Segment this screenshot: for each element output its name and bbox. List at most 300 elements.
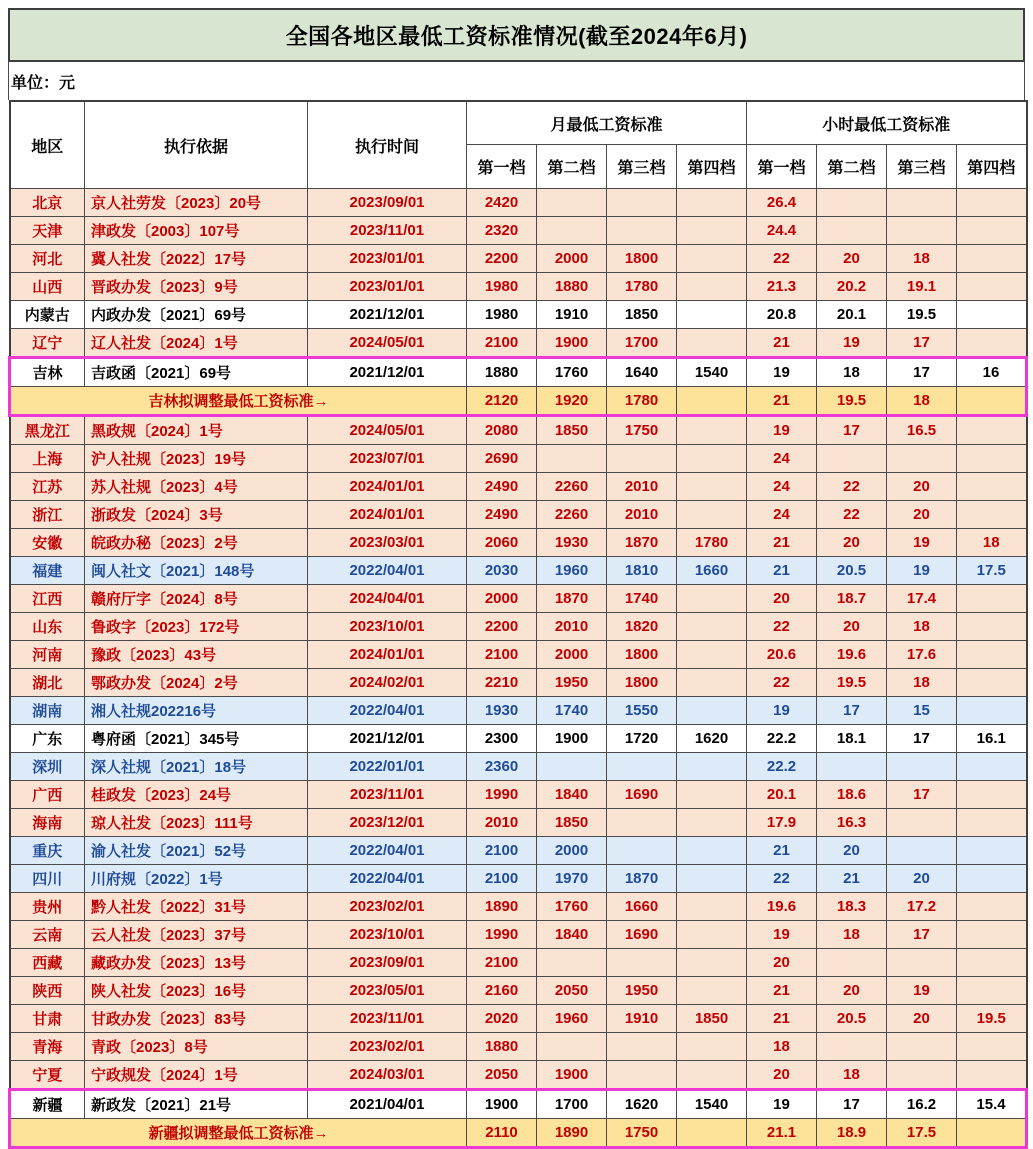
hourly-tier-1-value: 22.2 bbox=[747, 753, 817, 781]
basis-doc: 青政〔2023〕8号 bbox=[85, 1033, 308, 1061]
hourly-tier-3-value: 19.5 bbox=[887, 301, 957, 329]
monthly-tier-1-value: 1990 bbox=[467, 781, 537, 809]
monthly-tier-1-value: 2420 bbox=[467, 189, 537, 217]
region-row bbox=[10, 1033, 1027, 1061]
region-row bbox=[10, 949, 1027, 977]
hourly-tier-1-value: 21 bbox=[747, 529, 817, 557]
monthly-tier-3-value bbox=[607, 753, 677, 781]
hourly-tier-3-value: 18 bbox=[887, 613, 957, 641]
region-row bbox=[10, 1005, 1027, 1033]
hourly-tier-2-value: 18.6 bbox=[817, 781, 887, 809]
region-row bbox=[10, 1061, 1027, 1090]
basis-doc: 吉政函〔2021〕69号 bbox=[85, 358, 308, 387]
hourly-tier-4-value: 16.1 bbox=[957, 725, 1027, 753]
monthly-tier-2-value: 1840 bbox=[537, 921, 607, 949]
basis-doc: 云人社发〔2023〕37号 bbox=[85, 921, 308, 949]
hourly-tier-3-value bbox=[887, 445, 957, 473]
monthly-tier-3-value: 1750 bbox=[607, 416, 677, 445]
monthly-tier-4-value bbox=[677, 245, 747, 273]
basis-doc: 津政发〔2003〕107号 bbox=[85, 217, 308, 245]
monthly-tier-2-value bbox=[537, 445, 607, 473]
region-name: 江西 bbox=[10, 585, 85, 613]
hourly-tier-1-value: 21.3 bbox=[747, 273, 817, 301]
basis-doc: 鲁政字〔2023〕172号 bbox=[85, 613, 308, 641]
effective-date: 2024/01/01 bbox=[308, 473, 467, 501]
monthly-tier-2-value: 1960 bbox=[537, 1005, 607, 1033]
unit-label: 单位：元 bbox=[8, 62, 1025, 100]
effective-date: 2024/01/01 bbox=[308, 641, 467, 669]
hourly-tier-1-value: 17.9 bbox=[747, 809, 817, 837]
monthly-tier-3-value: 1870 bbox=[607, 529, 677, 557]
hourly-tier-2-value: 18 bbox=[817, 1061, 887, 1090]
hourly-tier-1-value: 21.1 bbox=[747, 1119, 817, 1148]
header-monthly-tier-2: 第二档 bbox=[537, 145, 607, 189]
hourly-tier-2-value: 19.5 bbox=[817, 669, 887, 697]
monthly-tier-3-value: 1800 bbox=[607, 669, 677, 697]
monthly-tier-4-value bbox=[677, 753, 747, 781]
effective-date: 2023/01/01 bbox=[308, 245, 467, 273]
region-name: 安徽 bbox=[10, 529, 85, 557]
monthly-tier-1-value: 1980 bbox=[467, 273, 537, 301]
hourly-tier-4-value bbox=[957, 921, 1027, 949]
hourly-tier-2-value: 19.5 bbox=[817, 387, 887, 416]
hourly-tier-4-value bbox=[957, 301, 1027, 329]
monthly-tier-1-value: 2120 bbox=[467, 387, 537, 416]
hourly-tier-4-value bbox=[957, 273, 1027, 301]
header-monthly-group: 月最低工资标准 bbox=[467, 101, 747, 145]
hourly-tier-4-value bbox=[957, 809, 1027, 837]
region-row bbox=[10, 1090, 1027, 1119]
monthly-tier-4-value bbox=[677, 329, 747, 358]
monthly-tier-3-value: 1800 bbox=[607, 641, 677, 669]
hourly-tier-2-value: 20 bbox=[817, 837, 887, 865]
monthly-tier-2-value bbox=[537, 1033, 607, 1061]
hourly-tier-2-value bbox=[817, 1033, 887, 1061]
monthly-tier-3-value bbox=[607, 1033, 677, 1061]
region-row bbox=[10, 921, 1027, 949]
hourly-tier-4-value: 18 bbox=[957, 529, 1027, 557]
hourly-tier-4-value bbox=[957, 949, 1027, 977]
region-name: 天津 bbox=[10, 217, 85, 245]
basis-doc: 川府规〔2022〕1号 bbox=[85, 865, 308, 893]
hourly-tier-3-value: 18 bbox=[887, 669, 957, 697]
effective-date: 2023/05/01 bbox=[308, 977, 467, 1005]
monthly-tier-2-value: 1960 bbox=[537, 557, 607, 585]
monthly-tier-4-value bbox=[677, 1033, 747, 1061]
monthly-tier-2-value: 1840 bbox=[537, 781, 607, 809]
hourly-tier-4-value bbox=[957, 217, 1027, 245]
hourly-tier-4-value bbox=[957, 445, 1027, 473]
region-name: 河北 bbox=[10, 245, 85, 273]
monthly-tier-3-value: 1640 bbox=[607, 358, 677, 387]
monthly-tier-4-value bbox=[677, 273, 747, 301]
monthly-tier-2-value: 2010 bbox=[537, 613, 607, 641]
hourly-tier-3-value: 20 bbox=[887, 501, 957, 529]
monthly-tier-2-value: 2260 bbox=[537, 473, 607, 501]
hourly-tier-3-value bbox=[887, 753, 957, 781]
hourly-tier-4-value bbox=[957, 781, 1027, 809]
monthly-tier-4-value bbox=[677, 697, 747, 725]
region-name: 河南 bbox=[10, 641, 85, 669]
hourly-tier-2-value bbox=[817, 445, 887, 473]
adjust-row bbox=[10, 1119, 1027, 1148]
region-row bbox=[10, 529, 1027, 557]
hourly-tier-1-value: 26.4 bbox=[747, 189, 817, 217]
hourly-tier-3-value: 17.4 bbox=[887, 585, 957, 613]
hourly-tier-2-value: 20.5 bbox=[817, 557, 887, 585]
hourly-tier-3-value bbox=[887, 217, 957, 245]
monthly-tier-2-value bbox=[537, 753, 607, 781]
hourly-tier-2-value: 17 bbox=[817, 1090, 887, 1119]
monthly-tier-3-value bbox=[607, 1061, 677, 1090]
monthly-tier-1-value: 1890 bbox=[467, 893, 537, 921]
region-row bbox=[10, 781, 1027, 809]
monthly-tier-3-value: 1850 bbox=[607, 301, 677, 329]
hourly-tier-4-value bbox=[957, 473, 1027, 501]
hourly-tier-2-value bbox=[817, 217, 887, 245]
hourly-tier-3-value: 18 bbox=[887, 245, 957, 273]
monthly-tier-1-value: 2020 bbox=[467, 1005, 537, 1033]
hourly-tier-1-value: 21 bbox=[747, 557, 817, 585]
monthly-tier-2-value: 2000 bbox=[537, 641, 607, 669]
monthly-tier-4-value bbox=[677, 416, 747, 445]
monthly-tier-2-value: 1890 bbox=[537, 1119, 607, 1148]
header-hourly-group: 小时最低工资标准 bbox=[747, 101, 1027, 145]
region-name: 北京 bbox=[10, 189, 85, 217]
hourly-tier-4-value: 15.4 bbox=[957, 1090, 1027, 1119]
header-monthly-tier-3: 第三档 bbox=[607, 145, 677, 189]
monthly-tier-1-value: 2690 bbox=[467, 445, 537, 473]
region-name: 湖南 bbox=[10, 697, 85, 725]
monthly-tier-3-value: 1750 bbox=[607, 1119, 677, 1148]
minimum-wage-table bbox=[8, 100, 1028, 1149]
hourly-tier-3-value: 20 bbox=[887, 473, 957, 501]
basis-doc: 京人社劳发〔2023〕20号 bbox=[85, 189, 308, 217]
hourly-tier-3-value: 17 bbox=[887, 781, 957, 809]
hourly-tier-2-value bbox=[817, 189, 887, 217]
monthly-tier-2-value: 1900 bbox=[537, 1061, 607, 1090]
page-title: 全国各地区最低工资标准情况(截至2024年6月) bbox=[8, 8, 1025, 62]
basis-doc: 黑政规〔2024〕1号 bbox=[85, 416, 308, 445]
monthly-tier-2-value: 1700 bbox=[537, 1090, 607, 1119]
region-name: 四川 bbox=[10, 865, 85, 893]
effective-date: 2024/05/01 bbox=[308, 329, 467, 358]
monthly-tier-1-value: 2030 bbox=[467, 557, 537, 585]
monthly-tier-4-value bbox=[677, 809, 747, 837]
monthly-tier-4-value: 1540 bbox=[677, 358, 747, 387]
region-name: 上海 bbox=[10, 445, 85, 473]
monthly-tier-3-value bbox=[607, 217, 677, 245]
monthly-tier-2-value: 1850 bbox=[537, 809, 607, 837]
hourly-tier-3-value: 19.1 bbox=[887, 273, 957, 301]
hourly-tier-2-value: 18.1 bbox=[817, 725, 887, 753]
hourly-tier-3-value bbox=[887, 1033, 957, 1061]
effective-date: 2021/12/01 bbox=[308, 725, 467, 753]
monthly-tier-2-value: 1900 bbox=[537, 329, 607, 358]
header-group-row bbox=[10, 101, 1027, 145]
basis-doc: 深人社规〔2021〕18号 bbox=[85, 753, 308, 781]
header-hourly-tier-4: 第四档 bbox=[957, 145, 1027, 189]
hourly-tier-2-value: 20.5 bbox=[817, 1005, 887, 1033]
monthly-tier-2-value: 1760 bbox=[537, 358, 607, 387]
monthly-tier-3-value: 1950 bbox=[607, 977, 677, 1005]
adjust-row bbox=[10, 387, 1027, 416]
region-row bbox=[10, 445, 1027, 473]
monthly-tier-2-value: 1970 bbox=[537, 865, 607, 893]
basis-doc: 内政办发〔2021〕69号 bbox=[85, 301, 308, 329]
monthly-tier-3-value: 1810 bbox=[607, 557, 677, 585]
hourly-tier-2-value: 18.3 bbox=[817, 893, 887, 921]
monthly-tier-4-value: 1780 bbox=[677, 529, 747, 557]
basis-doc: 豫政〔2023〕43号 bbox=[85, 641, 308, 669]
hourly-tier-2-value: 19 bbox=[817, 329, 887, 358]
monthly-tier-1-value: 2050 bbox=[467, 1061, 537, 1090]
header-hourly-tier-2: 第二档 bbox=[817, 145, 887, 189]
hourly-tier-3-value: 17 bbox=[887, 329, 957, 358]
monthly-tier-4-value bbox=[677, 865, 747, 893]
basis-doc: 赣府厅字〔2024〕8号 bbox=[85, 585, 308, 613]
basis-doc: 晋政办发〔2023〕9号 bbox=[85, 273, 308, 301]
region-name: 福建 bbox=[10, 557, 85, 585]
hourly-tier-2-value: 17 bbox=[817, 416, 887, 445]
hourly-tier-4-value bbox=[957, 1119, 1027, 1148]
monthly-tier-2-value: 1880 bbox=[537, 273, 607, 301]
effective-date: 2024/01/01 bbox=[308, 501, 467, 529]
hourly-tier-1-value: 21 bbox=[747, 977, 817, 1005]
effective-date: 2022/01/01 bbox=[308, 753, 467, 781]
monthly-tier-3-value: 1700 bbox=[607, 329, 677, 358]
monthly-tier-2-value: 1740 bbox=[537, 697, 607, 725]
region-row bbox=[10, 837, 1027, 865]
monthly-tier-1-value: 2100 bbox=[467, 641, 537, 669]
hourly-tier-1-value: 20 bbox=[747, 585, 817, 613]
hourly-tier-4-value bbox=[957, 837, 1027, 865]
monthly-tier-1-value: 2110 bbox=[467, 1119, 537, 1148]
table-header bbox=[10, 101, 1027, 189]
hourly-tier-2-value bbox=[817, 753, 887, 781]
hourly-tier-4-value bbox=[957, 501, 1027, 529]
monthly-tier-1-value: 2080 bbox=[467, 416, 537, 445]
monthly-tier-2-value: 1870 bbox=[537, 585, 607, 613]
region-row bbox=[10, 217, 1027, 245]
effective-date: 2023/01/01 bbox=[308, 273, 467, 301]
effective-date: 2023/07/01 bbox=[308, 445, 467, 473]
hourly-tier-4-value bbox=[957, 245, 1027, 273]
hourly-tier-1-value: 20 bbox=[747, 1061, 817, 1090]
hourly-tier-1-value: 19 bbox=[747, 358, 817, 387]
region-name: 吉林 bbox=[10, 358, 85, 387]
hourly-tier-3-value: 17.5 bbox=[887, 1119, 957, 1148]
monthly-tier-2-value bbox=[537, 189, 607, 217]
effective-date: 2023/02/01 bbox=[308, 1033, 467, 1061]
effective-date: 2022/04/01 bbox=[308, 697, 467, 725]
basis-doc: 浙政发〔2024〕3号 bbox=[85, 501, 308, 529]
region-name: 江苏 bbox=[10, 473, 85, 501]
monthly-tier-4-value bbox=[677, 387, 747, 416]
header-hourly-tier-3: 第三档 bbox=[887, 145, 957, 189]
basis-doc: 新政发〔2021〕21号 bbox=[85, 1090, 308, 1119]
monthly-tier-2-value: 1760 bbox=[537, 893, 607, 921]
region-row bbox=[10, 977, 1027, 1005]
hourly-tier-3-value: 19 bbox=[887, 557, 957, 585]
region-name: 陕西 bbox=[10, 977, 85, 1005]
hourly-tier-1-value: 21 bbox=[747, 1005, 817, 1033]
region-row bbox=[10, 301, 1027, 329]
region-name: 甘肃 bbox=[10, 1005, 85, 1033]
region-row bbox=[10, 557, 1027, 585]
monthly-tier-1-value: 2100 bbox=[467, 949, 537, 977]
monthly-tier-1-value: 2100 bbox=[467, 329, 537, 358]
monthly-tier-2-value: 2000 bbox=[537, 245, 607, 273]
monthly-tier-4-value bbox=[677, 501, 747, 529]
effective-date: 2023/10/01 bbox=[308, 921, 467, 949]
monthly-tier-1-value: 2060 bbox=[467, 529, 537, 557]
effective-date: 2021/12/01 bbox=[308, 358, 467, 387]
hourly-tier-3-value: 17 bbox=[887, 725, 957, 753]
basis-doc: 粤府函〔2021〕345号 bbox=[85, 725, 308, 753]
hourly-tier-1-value: 21 bbox=[747, 387, 817, 416]
monthly-tier-2-value: 2260 bbox=[537, 501, 607, 529]
region-row bbox=[10, 245, 1027, 273]
adjust-label: 吉林拟调整最低工资标准→ bbox=[10, 387, 467, 416]
hourly-tier-1-value: 19 bbox=[747, 1090, 817, 1119]
effective-date: 2023/02/01 bbox=[308, 893, 467, 921]
basis-doc: 沪人社规〔2023〕19号 bbox=[85, 445, 308, 473]
hourly-tier-1-value: 19.6 bbox=[747, 893, 817, 921]
region-name: 黑龙江 bbox=[10, 416, 85, 445]
hourly-tier-3-value: 18 bbox=[887, 387, 957, 416]
region-name: 贵州 bbox=[10, 893, 85, 921]
monthly-tier-2-value bbox=[537, 217, 607, 245]
monthly-tier-4-value bbox=[677, 585, 747, 613]
hourly-tier-4-value: 19.5 bbox=[957, 1005, 1027, 1033]
monthly-tier-4-value: 1660 bbox=[677, 557, 747, 585]
hourly-tier-2-value: 21 bbox=[817, 865, 887, 893]
monthly-tier-1-value: 2100 bbox=[467, 837, 537, 865]
hourly-tier-1-value: 20 bbox=[747, 949, 817, 977]
effective-date: 2023/03/01 bbox=[308, 529, 467, 557]
monthly-tier-3-value: 1620 bbox=[607, 1090, 677, 1119]
hourly-tier-3-value bbox=[887, 1061, 957, 1090]
monthly-tier-3-value: 1690 bbox=[607, 781, 677, 809]
monthly-tier-3-value: 2010 bbox=[607, 473, 677, 501]
monthly-tier-4-value bbox=[677, 1119, 747, 1148]
hourly-tier-4-value bbox=[957, 977, 1027, 1005]
monthly-tier-4-value: 1620 bbox=[677, 725, 747, 753]
monthly-tier-4-value bbox=[677, 669, 747, 697]
monthly-tier-1-value: 2200 bbox=[467, 245, 537, 273]
monthly-tier-2-value: 2050 bbox=[537, 977, 607, 1005]
monthly-tier-2-value: 1900 bbox=[537, 725, 607, 753]
hourly-tier-1-value: 24 bbox=[747, 473, 817, 501]
monthly-tier-4-value bbox=[677, 445, 747, 473]
monthly-tier-4-value bbox=[677, 949, 747, 977]
effective-date: 2024/02/01 bbox=[308, 669, 467, 697]
monthly-tier-2-value: 1950 bbox=[537, 669, 607, 697]
monthly-tier-2-value: 1910 bbox=[537, 301, 607, 329]
hourly-tier-1-value: 20.8 bbox=[747, 301, 817, 329]
monthly-tier-1-value: 1880 bbox=[467, 358, 537, 387]
hourly-tier-2-value: 20 bbox=[817, 529, 887, 557]
hourly-tier-3-value: 17 bbox=[887, 358, 957, 387]
basis-doc: 藏政办发〔2023〕13号 bbox=[85, 949, 308, 977]
hourly-tier-1-value: 19 bbox=[747, 416, 817, 445]
region-row bbox=[10, 725, 1027, 753]
region-name: 广东 bbox=[10, 725, 85, 753]
monthly-tier-4-value bbox=[677, 301, 747, 329]
basis-doc: 湘人社规202216号 bbox=[85, 697, 308, 725]
hourly-tier-2-value: 20 bbox=[817, 977, 887, 1005]
region-name: 海南 bbox=[10, 809, 85, 837]
hourly-tier-4-value: 17.5 bbox=[957, 557, 1027, 585]
hourly-tier-1-value: 18 bbox=[747, 1033, 817, 1061]
region-row bbox=[10, 613, 1027, 641]
monthly-tier-1-value: 2160 bbox=[467, 977, 537, 1005]
hourly-tier-1-value: 20.1 bbox=[747, 781, 817, 809]
hourly-tier-4-value: 16 bbox=[957, 358, 1027, 387]
monthly-tier-1-value: 2490 bbox=[467, 501, 537, 529]
effective-date: 2022/04/01 bbox=[308, 837, 467, 865]
monthly-tier-3-value bbox=[607, 809, 677, 837]
hourly-tier-4-value bbox=[957, 753, 1027, 781]
monthly-tier-4-value bbox=[677, 641, 747, 669]
hourly-tier-1-value: 22.2 bbox=[747, 725, 817, 753]
monthly-tier-3-value: 1780 bbox=[607, 387, 677, 416]
hourly-tier-3-value: 20 bbox=[887, 865, 957, 893]
hourly-tier-1-value: 20.6 bbox=[747, 641, 817, 669]
hourly-tier-3-value bbox=[887, 189, 957, 217]
monthly-tier-4-value bbox=[677, 1061, 747, 1090]
region-name: 西藏 bbox=[10, 949, 85, 977]
hourly-tier-4-value bbox=[957, 189, 1027, 217]
hourly-tier-1-value: 22 bbox=[747, 669, 817, 697]
monthly-tier-4-value bbox=[677, 781, 747, 809]
basis-doc: 陕人社发〔2023〕16号 bbox=[85, 977, 308, 1005]
basis-doc: 琼人社发〔2023〕111号 bbox=[85, 809, 308, 837]
monthly-tier-3-value: 1660 bbox=[607, 893, 677, 921]
monthly-tier-4-value bbox=[677, 977, 747, 1005]
monthly-tier-1-value: 2300 bbox=[467, 725, 537, 753]
region-row bbox=[10, 893, 1027, 921]
hourly-tier-2-value: 16.3 bbox=[817, 809, 887, 837]
region-row bbox=[10, 809, 1027, 837]
basis-doc: 闽人社文〔2021〕148号 bbox=[85, 557, 308, 585]
region-row bbox=[10, 473, 1027, 501]
monthly-tier-3-value: 1820 bbox=[607, 613, 677, 641]
monthly-tier-4-value bbox=[677, 893, 747, 921]
header-basis: 执行依据 bbox=[85, 101, 308, 189]
effective-date: 2024/04/01 bbox=[308, 585, 467, 613]
hourly-tier-4-value bbox=[957, 1061, 1027, 1090]
hourly-tier-1-value: 21 bbox=[747, 329, 817, 358]
monthly-tier-3-value: 1910 bbox=[607, 1005, 677, 1033]
effective-date: 2023/12/01 bbox=[308, 809, 467, 837]
monthly-tier-3-value: 1780 bbox=[607, 273, 677, 301]
monthly-tier-4-value bbox=[677, 217, 747, 245]
hourly-tier-1-value: 19 bbox=[747, 921, 817, 949]
region-row bbox=[10, 416, 1027, 445]
effective-date: 2024/05/01 bbox=[308, 416, 467, 445]
monthly-tier-3-value bbox=[607, 445, 677, 473]
monthly-tier-2-value: 1920 bbox=[537, 387, 607, 416]
monthly-tier-4-value: 1850 bbox=[677, 1005, 747, 1033]
monthly-tier-1-value: 1880 bbox=[467, 1033, 537, 1061]
header-region: 地区 bbox=[10, 101, 85, 189]
effective-date: 2022/04/01 bbox=[308, 557, 467, 585]
region-row bbox=[10, 358, 1027, 387]
basis-doc: 渝人社发〔2021〕52号 bbox=[85, 837, 308, 865]
region-row bbox=[10, 641, 1027, 669]
